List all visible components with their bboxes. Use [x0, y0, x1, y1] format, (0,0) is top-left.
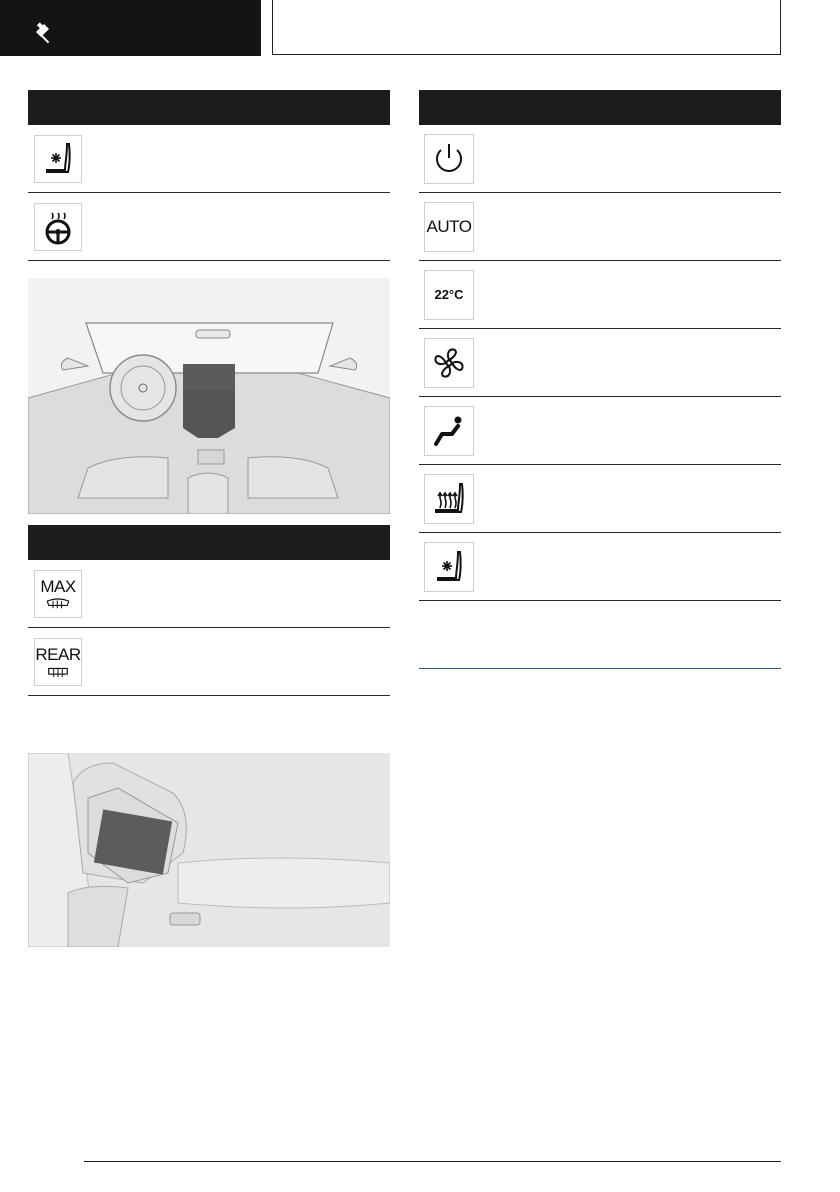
- chapter-tab: [0, 0, 261, 56]
- rear-window-defrost-icon: [34, 638, 82, 686]
- section-divider: [419, 668, 781, 669]
- table-row: [419, 193, 781, 261]
- steering-wheel-heating-icon: [34, 203, 82, 251]
- table-row: [28, 193, 390, 261]
- max-label: MAX: [40, 576, 76, 596]
- temperature-icon: [424, 270, 474, 320]
- seat-ventilation-icon: [424, 542, 474, 592]
- table-row: [28, 125, 390, 193]
- table-row: [28, 628, 390, 696]
- auto-icon: [424, 202, 474, 252]
- table-header: [419, 90, 781, 125]
- door-panel-illustration: [28, 753, 390, 947]
- table-header: [28, 525, 390, 560]
- table-row: [28, 560, 390, 628]
- table-row: [419, 465, 781, 533]
- pushpin-icon: [30, 20, 58, 48]
- right-table: [419, 90, 781, 601]
- air-distribution-icon: [424, 406, 474, 456]
- table-row: [419, 261, 781, 329]
- page-header-box: [272, 0, 781, 55]
- seat-ventilation-icon: [34, 135, 82, 183]
- table-row: [419, 533, 781, 601]
- temperature-label: 22°C: [434, 287, 464, 302]
- seat-heating-icon: [424, 474, 474, 524]
- table-row: [419, 397, 781, 465]
- max-defrost-icon: [34, 570, 82, 618]
- auto-label: AUTO: [426, 216, 472, 236]
- left-table-bottom: [28, 525, 390, 696]
- left-table-top: [28, 90, 390, 261]
- dashboard-illustration: [28, 278, 390, 514]
- footer-rule: [84, 1161, 781, 1162]
- rear-label: REAR: [35, 644, 81, 664]
- power-icon: [424, 134, 474, 184]
- table-row: [419, 329, 781, 397]
- table-row: [419, 125, 781, 193]
- fan-icon: [424, 338, 474, 388]
- table-header: [28, 90, 390, 125]
